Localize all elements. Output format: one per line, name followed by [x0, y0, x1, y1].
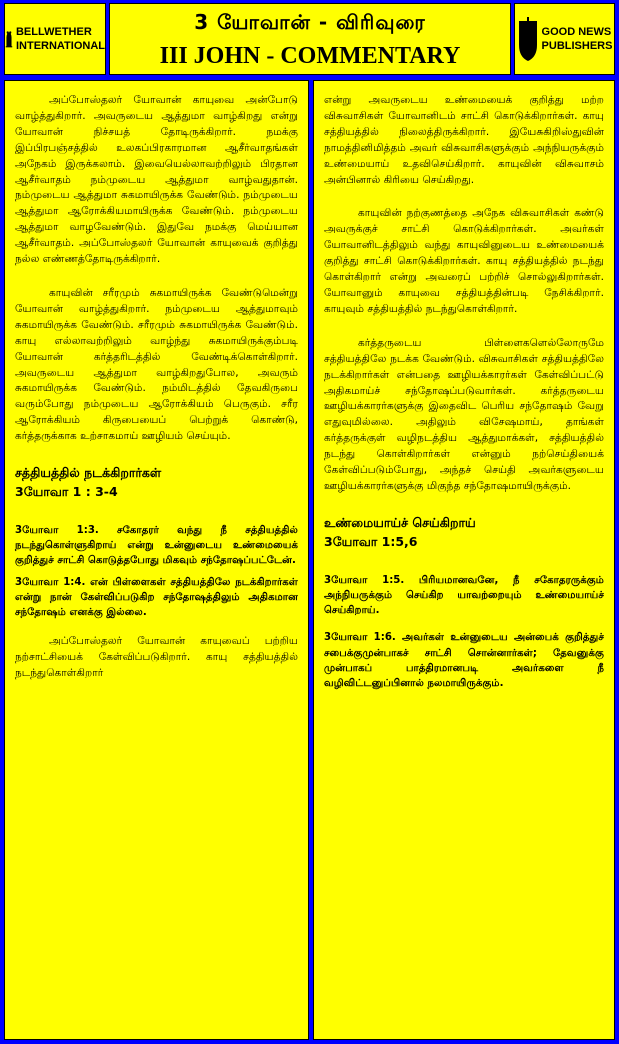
verse-text: 3யோவா 1:6. அவர்கள் உன்னுடைய அன்பைக் குறித்துச் சபைக்குமுன்பாகச் சாட்சி சொன்னார்கள்; தேவனுக்கு முன்பாகப் பாத்திரமானபடி அவர்களை நீ வழிவிட்டனுப்பினால் நலமாயிருக்கும். [324, 632, 604, 690]
section-heading-title: சத்தியத்தில் நடக்கிறார்கள் [15, 465, 162, 481]
title-english: III JOHN - COMMENTARY [159, 43, 461, 69]
right-column [313, 80, 615, 1040]
title-tamil: 3 யோவான் - விரிவுரை [194, 10, 426, 34]
bellwether-logo-text: BELLWETHER INTERNATIONAL [15, 26, 105, 52]
section-heading [15, 463, 298, 501]
section-heading [324, 513, 604, 551]
ram-head-icon [5, 15, 13, 63]
paragraph: அப்போஸ்தலர் யோவான் காயுவை அன்போடு வாழ்த்துகிறார். அவருடைய ஆத்துமா வாழ்கிறது என்று யோவான் நிச்சயத் தோடிருக்கிறார். நமக்கு இப்பிரபஞ்சத்தில் உலகப்பிரகாரமான ஆசீர்வாதங்கள் அநேகம் இருக்கலாம். இவையெல்லாவற்றிலும் பிரதான ஆசீர்வாதம் நம்முடைய ஆத்துமா வாழ்வதுதான். நம்முடைய ஆத்துமா சுகமாயிருக்க வேண்டும். நம்முடைய ஆத்துமா ஆரோக்கியமாயிருக்க வேண்டும். நம்முடைய ஆத்துமா வாழவேண்டும். இதுவே நமக்கு மெய்யான ஆசீர்வாதம். அப்போஸ்தலர் யோவான் காயுவைக் குறித்து நல்ல எண்ணத்தோடிருக்கிறார். [15, 94, 298, 266]
bellwether-logo [4, 3, 106, 75]
verse-text: 3யோவா 1:4. என் பிள்ளைகள் சத்தியத்திலே நடக்கிறார்கள் என்று நான் கேள்விப்படுகிற சந்தோஷத்திலும் அதிகமான சந்தோஷம் எனக்கு இல்லை. [15, 576, 298, 619]
paragraph: காயுவின் நற்குணத்தை அநேக விசுவாசிகள் கண்டு அவருக்குச் சாட்சி கொடுக்கிறார்கள். அவர்கள் யோவானிடத்திலும் வந்து காயுவினுடைய உண்மையைக் குறித்து சாட்சி கொடுக்கிறார்கள். காயு சத்தியத்தில் நடந்து கொள்கிறார் என்று அவரைப் பற்றிச் சொல்லுகிறார்கள். யோவானும் காயுவை சத்தியத்தின்படி நேசிக்கிறார். காயுவும் சத்தியத்தில் நடந்துகொள்கிறார். [324, 207, 604, 315]
section-heading-reference: 3யோவா 1 : 3-4 [15, 484, 118, 500]
shield-icon [517, 15, 539, 63]
section-heading-title: உண்மையாய்ச் செய்கிறாய் [324, 514, 476, 530]
section-heading-reference: 3யோவா 1:5,6 [324, 533, 418, 549]
paragraph: என்று அவருடைய உண்மையைக் குறித்து மற்ற விசுவாசிகள் யோவானிடம் சாட்சி கொடுக்கிறார்கள். காயு சத்தியத்தில் நிலைத்திருக்கிறார். இயேசுகிறிஸ்துவின் நாமத்தினிமித்தம் அவர் விசுவாசிகளுக்கும் அந்நியருக்கும் உண்மையாய் உதவிசெய்கிறார். காயுவின் விசுவாசம் அன்பினால் கிரியை செய்கிறது. [324, 94, 604, 186]
page-header [109, 3, 511, 75]
good-news-logo [514, 3, 615, 75]
good-news-logo-text: GOOD NEWS PUBLISHERS [541, 26, 613, 52]
paragraph: காயுவின் சரீரமும் சுகமாயிருக்க வேண்டுமென்று யோவான் வாழ்த்துகிறார். நம்முடைய ஆத்துமாவும் சுகமாயிருக்க வேண்டும். சரீரமும் சுகமாயிருக்க வேண்டும். காயு எல்லாவற்றிலும் வாழ்ந்து சுகமாயிருக்கும்படி யோவான் கர்த்தரிடத்தில் வேண்டிக்கொள்கிறார். அவருடைய ஆத்துமா வாழ்கிறதுபோல, அவரும் சுகமாயிருக்க வேண்டும். நம்மிடத்தில் தேவகிருபை வரும்போது நம்முடைய ஆரோக்கியம் பெருகும். சரீர ஆரோக்கியம் கிருபையைப் பெற்றுக் கொண்டு, கர்த்தருக்காக உற்சாகமாய் ஊழியம் செய்யும். [15, 286, 298, 443]
paragraph: அப்போஸ்தலர் யோவான் காயுவைப் பற்றிய நற்சாட்சியைக் கேள்விப்படுகிறார். காயு சத்தியத்தில் நடந்துகொள்கிறார் [15, 635, 298, 680]
verse-text: 3யோவா 1:3. சகோதரர் வந்து நீ சத்தியத்தில் நடந்துகொள்ளுகிறாய் என்று உன்னுடைய உண்மையைக் குறித்துச் சாட்சி கொடுத்தபோது மிகவும் சந்தோஷப்பட்டேன். [15, 525, 298, 567]
paragraph: கர்த்தருடைய பிள்ளைகளெல்லோருமே சத்தியத்திலே நடக்க வேண்டும். விசுவாசிகள் சத்தியத்திலே நடக்கிறார்கள் என்பதை ஊழியக்காரர்கள் கேள்விப்பட்டு அதிகமாய்ச் சந்தோஷப்படுவார்கள். கர்த்தருடைய ஊழியக்காரர்களுக்கு இதைவிட பெரிய சந்தோஷம் வேறு எதுவுமில்லை. அதிலும் விசேஷமாய், தாங்கள் கர்த்தருக்குள் வழிநடத்திய ஆத்துமாக்கள், சத்தியத்தில் நடந்து கொள்கிறார்கள் என்னும் நற்செய்தியைக் கேள்விப்படும்போது, அந்தச் செய்தி அவர்களுடைய ஊழியக்காரர்களுக்கு மிகுந்த சந்தோஷமாயிருக்கும். [324, 336, 604, 492]
verse-text: 3யோவா 1:5. பிரியமானவனே, நீ சகோதரருக்கும் அந்நியருக்கும் செய்கிற யாவற்றையும் உண்மையாய்ச் செய்கிறாய். [324, 574, 604, 617]
left-column [4, 80, 309, 1040]
